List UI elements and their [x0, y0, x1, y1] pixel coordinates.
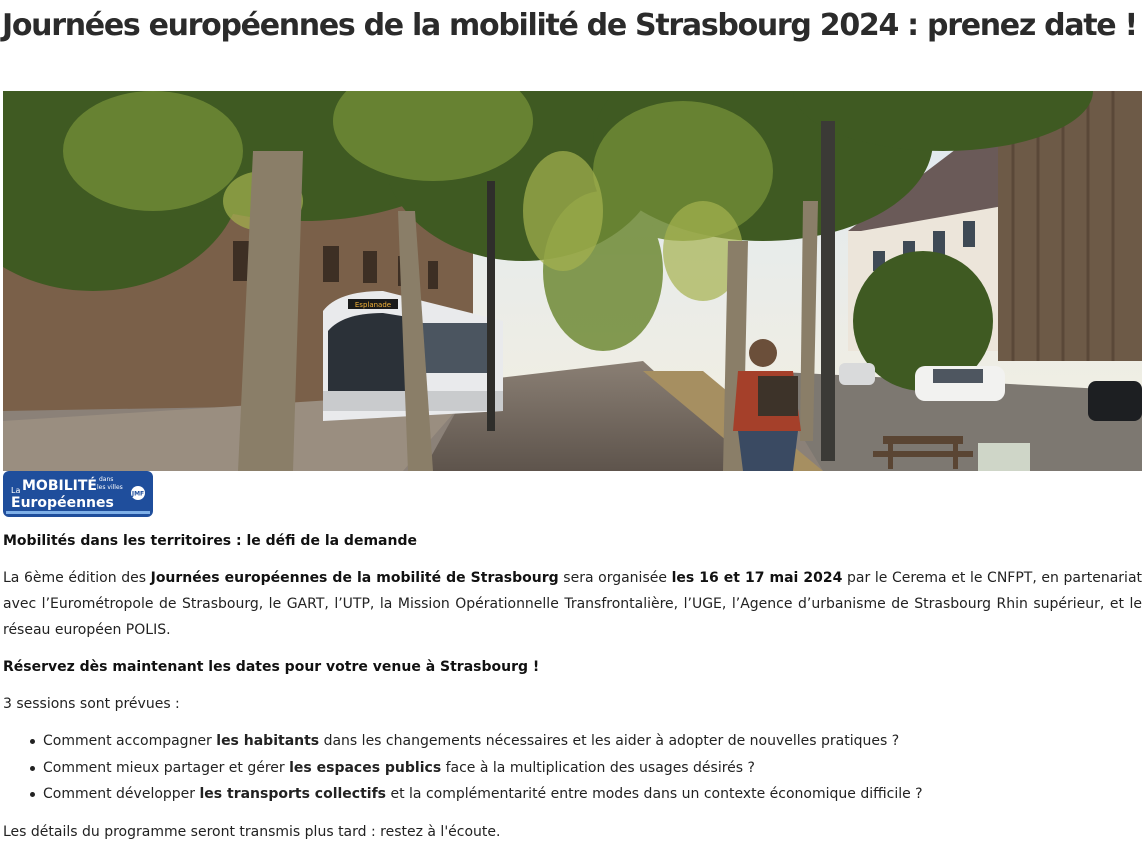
sessions-intro: 3 sessions sont prévues : — [3, 696, 180, 712]
list-item: Comment accompagner les habitants dans les changements nécessaires et les aider à adopter de nouvelles pratiques ? — [43, 728, 1103, 755]
mobilite-logo — [3, 471, 153, 517]
svg-text:Esplanade: Esplanade — [354, 301, 392, 309]
svg-text:dans: dans — [99, 476, 114, 483]
svg-text:JMF: JMF — [131, 490, 145, 498]
svg-text:Européennes: Européennes — [11, 495, 114, 511]
sessions-list — [3, 728, 1103, 808]
svg-text:La: La — [11, 486, 21, 495]
list-item: Comment développer les transports collectifs et la complémentarité entre modes dans un contexte économique difficile ? — [43, 781, 1103, 808]
svg-text:les villes: les villes — [97, 484, 123, 491]
closing-note: Les détails du programme seront transmis plus tard : restez à l'écoute. — [3, 824, 501, 840]
list-item: Comment mieux partager et gérer les espaces publics face à la multiplication des usages désirés ? — [43, 755, 1103, 782]
intro-paragraph: La 6ème édition des Journées européennes de la mobilité de Strasbourg sera organisée les 16 et 17 mai 2024 par le Cerema et le CNFPT, en partenariat avec l’Eurométropole de Strasbourg, le GART, l’UTP, la Mission Opérationnelle Transfrontalière, l’UGE, l’Agence d’urbanisme de Strasbourg Rhin supérieur, et le réseau européen POLIS. — [3, 570, 1142, 638]
svg-text:MOBILITÉ: MOBILITÉ — [22, 478, 97, 494]
hero-image — [3, 91, 1142, 471]
street-photo — [3, 91, 1142, 471]
reserve-callout: Réservez dès maintenant les dates pour votre venue à Strasbourg ! — [3, 659, 540, 675]
page-title: Journées européennes de la mobilité de Strasbourg 2024 : prenez date ! — [2, 8, 1137, 43]
subtitle: Mobilités dans les territoires : le défi de la demande — [3, 533, 417, 549]
